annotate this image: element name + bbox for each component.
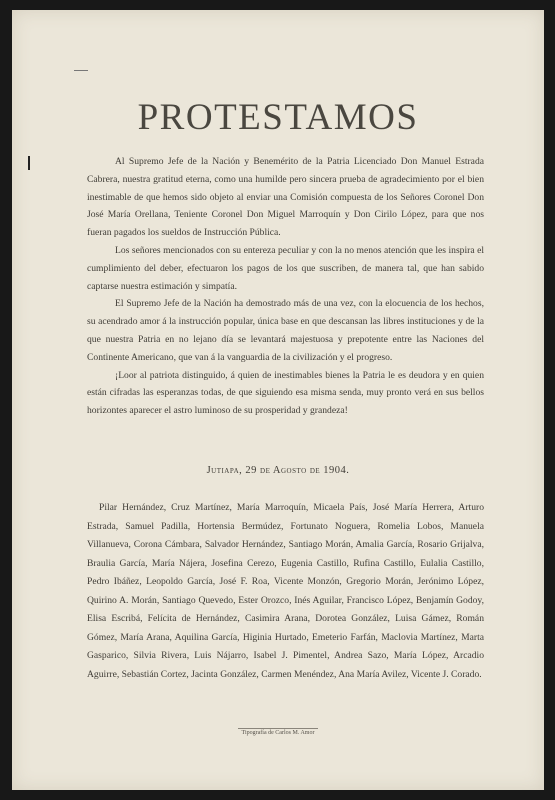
place-date: Jutiapa, 29 de Agosto de 1904. (206, 465, 350, 476)
paragraph: ¡Loor al patriota distinguido, á quien de inestimables bienes la Patria le es deudora y en quien están cifradas las esperanzas todas, de que siguiendo esa misma senda, muy pronto verá en sus bellos horizontes aparecer el astro luminoso de su prosperidad y grandeza! (87, 369, 484, 417)
document-title: PROTESTAMOS (137, 97, 419, 138)
signatories-list: Pilar Hernández, Cruz Martínez, María Marroquín, Micaela País, José María Herrera, Arturo Estrada, Samuel Padilla, Hortensia Bermúdez, Fortunato Noguera, Romelia Lobos, Manuela Villanueva, Corona Cámbara, Salvador Hernández, Santiago Morán, Amalia García, Rosario Grijalva, Braulia García, María Nájera, Josefina Cerezo, Eugenia Castillo, Rufina Castillo, Eulalia Castillo, Pedro Ibáñez, Leopoldo García, José F. Roa, Vicente Monzón, Gregorio Morán, Jerónimo López, Quirino A. Morán, Santiago Quevedo, Ester Orozco, Inés Aguilar, Francisco López, Benjamín Godoy, Elisa Escribá, Felícita de Hernández, Casimira Arana, Dorotea González, Luisa Gámez, Román Gómez, María Arana, Aquilina García, Higinia Hurtado, Emeterio Farfán, Maclovia Martínez, Marta Gasparico, Silvia Rivera, Luis Nájarro, Isabel J. Pimentel, Andrea Sazo, María López, Arcadio Aguirre, Sebastián Cortez, Jacinta González, Carmen Menéndez, Ana María Avilez, Vicente J. Corado. (87, 502, 484, 680)
signatories-block (87, 499, 484, 684)
paragraph: El Supremo Jefe de la Nación ha demostrado más de una vez, con la elocuencia de los hechos, su acendrado amor á la instrucción popular, única base en que descansan las libres instituciones y de la que nuestra Patria en no lejano día se levantará majestuosa y prepotente entre las Naciones del Continente Americano, que van á la vanguardia de la civilización y el progreso. (87, 298, 484, 363)
document-sheet (12, 10, 544, 790)
paragraph: Al Supremo Jefe de la Nación y Benemérito de la Patria Licenciado Don Manuel Estrada Cabrera, nuestra gratitud eterna, como una humilde pero sincera prueba de agradecimiento por el bien inestimable de que hemos sido objeto al enviar una Comisión compuesta de los Señores Coronel Don José María Orellana, Teniente Coronel Don Miguel Marroquín y Don Cirilo López, para que nos fueran pagados los sueldos de Instrucción Pública. (87, 156, 484, 239)
margin-mark (28, 156, 30, 170)
pencil-mark (74, 70, 88, 71)
document-body (87, 153, 484, 420)
printer-label: Tipografía de Carlos M. Amor (238, 728, 319, 736)
paragraph: Los señores mencionados con su entereza peculiar y con la no menos atención que les inspira el cumplimiento del deber, efectuaron los pagos de los que suscriben, de manera tal, que han sabido captarse nuestra estimación y simpatía. (87, 244, 484, 292)
printer-credit (12, 728, 544, 736)
